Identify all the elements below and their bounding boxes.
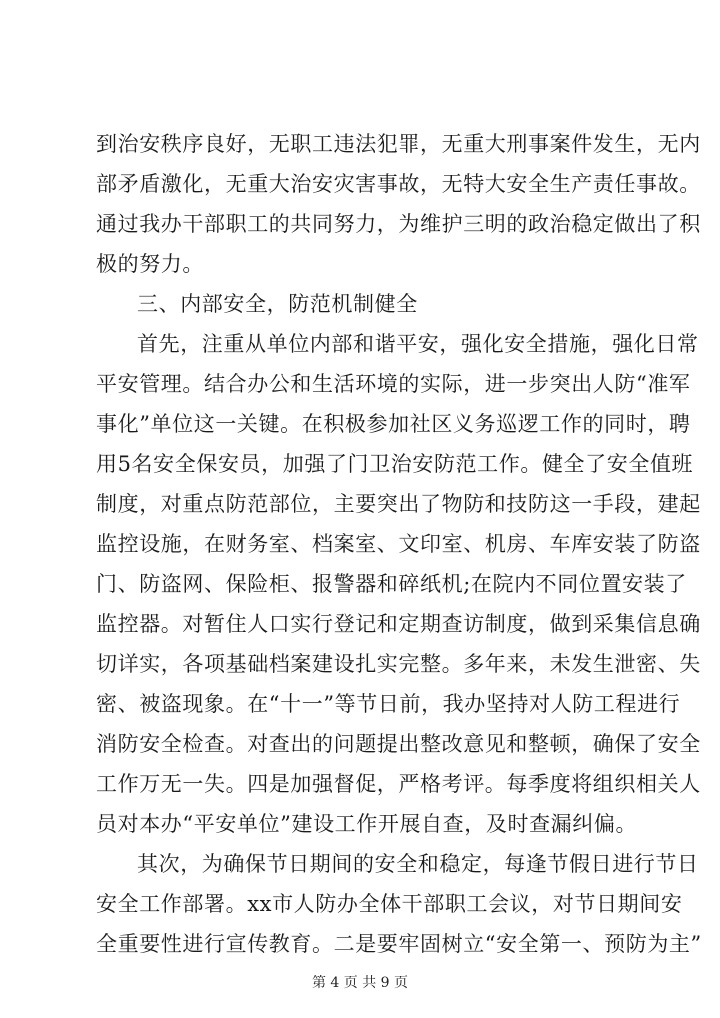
body-text-line: 监控器。对暂住人口实行登记和定期查访制度，做到采集信息确 <box>96 612 701 636</box>
body-text-line: 首先，注重从单位内部和谐平安，强化安全措施，强化日常 <box>137 332 699 356</box>
body-text-line: 切详实，各项基础档案建设扎实完整。多年来，未发生泄密、失 <box>96 652 701 676</box>
body-text-line: 部矛盾激化，无重大治安灾害事故，无特大安全生产责任事故。 <box>96 172 701 196</box>
body-text-line: 工作万无一失。四是加强督促，严格考评。每季度将组织相关人 <box>96 772 701 796</box>
body-text-line: 到治安秩序良好，无职工违法犯罪，无重大刑事案件发生，无内 <box>96 132 701 156</box>
body-text-line: 事化”单位这一关键。在积极参加社区义务巡逻工作的同时，聘 <box>96 412 691 436</box>
body-text-line: 平安管理。结合办公和生活环境的实际，进一步突出人防“准军 <box>96 372 691 396</box>
body-text-line: 制度，对重点防范部位，主要突出了物防和技防这一手段，建起 <box>96 492 701 516</box>
body-text-line: 消防安全检查。对查出的问题提出整改意见和整顿，确保了安全 <box>96 732 701 756</box>
body-text-line: 用5名安全保安员，加强了门卫治安防范工作。健全了安全值班 <box>96 452 694 476</box>
body-text-line: 全重要性进行宣传教育。二是要牢固树立“安全第一、预防为主” <box>96 932 702 956</box>
section-heading: 三、内部安全，防范机制健全 <box>137 292 418 316</box>
page-number-footer: 第 4 页 共 9 页 <box>311 975 409 991</box>
body-text-line: 极的努力。 <box>96 252 204 276</box>
body-text-line: 员对本办“平安单位”建设工作开展自查，及时查漏纠偏。 <box>96 812 638 836</box>
body-text-line: 安全工作部署。xx市人防办全体干部职工会议，对节日期间安 <box>96 892 683 916</box>
body-text-line: 密、被盗现象。在“十一”等节日前，我办坚持对人防工程进行 <box>96 692 681 716</box>
body-text-line: 其次，为确保节日期间的安全和稳定，每逢节假日进行节日 <box>137 852 699 876</box>
body-text-line: 门、防盗网、保险柜、报警器和碎纸机;在院内不同位置安装了 <box>96 572 687 596</box>
body-text-line: 监控设施，在财务室、档案室、文印室、机房、车库安装了防盗 <box>96 532 701 556</box>
body-text-line: 通过我办干部职工的共同努力，为维护三明的政治稳定做出了积 <box>96 212 701 236</box>
